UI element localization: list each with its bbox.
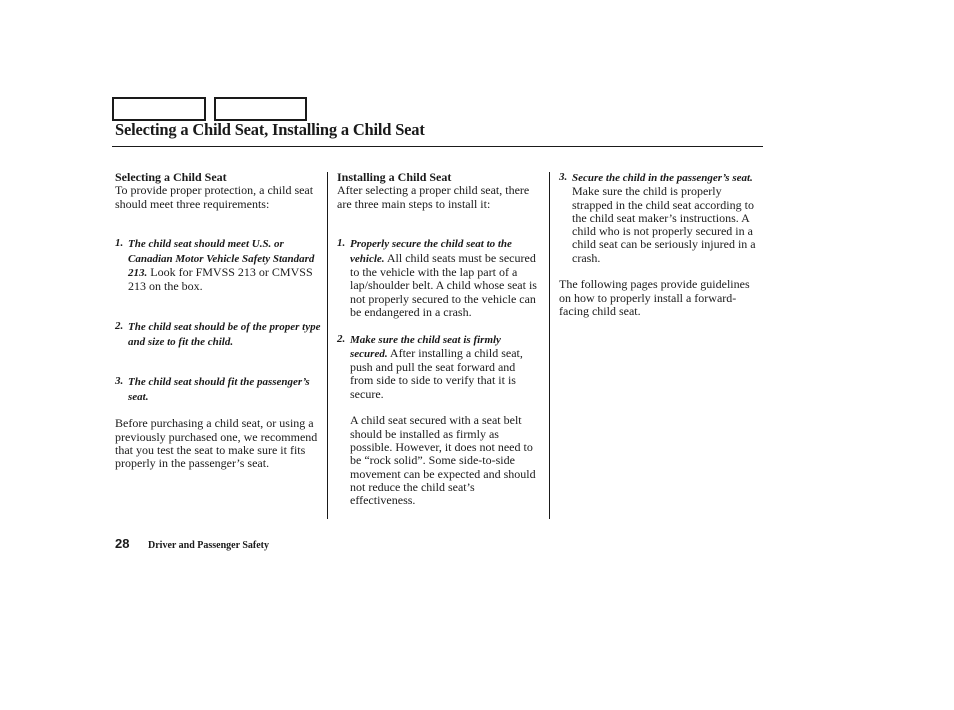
item-text: After installing a child seat, push and pull the seat forward and from side to side to verify that it is secure. — [350, 345, 523, 401]
item-lead: The child seat should meet U.S. or Canadian Motor Vehicle Safety Standard 213. — [128, 238, 315, 280]
item-number: 3. — [559, 171, 568, 183]
section-name: Driver and Passenger Safety — [148, 540, 270, 551]
item-lead: The child seat should be of the proper type and size to fit the child. — [128, 321, 321, 348]
title-divider — [112, 146, 763, 147]
item-lead: Properly secure the child seat to the vehicle. — [350, 238, 512, 265]
page-title: Selecting a Child Seat, Installing a Child Seat — [115, 120, 425, 139]
step-note: A child seat secured with a seat belt should be installed as firmly as possible. However, it does not need to be “rock solid”. Some side-to-side movement can be expected and should not reduce the child seat’s effectiveness. — [350, 413, 536, 508]
requirement-item — [115, 320, 321, 349]
item-text: All child seats must be secured to the vehicle with the lap part of a lap/shoulder belt. A child whose seat is not properly secured to the vehicle can be endangered in a crash. — [350, 250, 537, 319]
column-continued — [559, 171, 764, 318]
header-tab-box — [112, 97, 206, 121]
intro-paragraph: To provide proper protection, a child seat should meet three requirements: — [115, 183, 314, 211]
item-lead: Secure the child in the passenger’s seat. — [572, 172, 753, 184]
section-heading: Installing a Child Seat — [337, 170, 452, 184]
closing-paragraph: The following pages provide guidelines on how to properly install a forward-facing child seat. — [559, 277, 750, 318]
column-installing — [337, 171, 541, 507]
requirement-item — [115, 375, 321, 404]
section-heading: Selecting a Child Seat — [115, 170, 227, 184]
page-number: 28 — [115, 536, 130, 551]
column-divider — [327, 172, 328, 519]
item-number: 3. — [115, 375, 124, 388]
intro-paragraph: After selecting a proper child seat, there are three main steps to install it: — [337, 183, 530, 211]
item-text: Make sure the child is properly strapped in the child seat according to the child seat maker’s instructions. A child who is not properly secured in a child seat can be seriously injured in a crash. — [572, 184, 756, 265]
column-divider — [549, 172, 550, 519]
item-text: Look for FMVSS 213 or CMVSS 213 on the box. — [128, 265, 313, 294]
item-lead: The child seat should fit the passenger’s seat. — [128, 376, 310, 403]
step-item — [337, 333, 541, 401]
item-lead: Make sure the child seat is firmly secured. — [350, 333, 501, 360]
closing-paragraph: Before purchasing a child seat, or using a previously purchased one, we recommend that you test the seat to make sure it fits properly in the passenger’s seat. — [115, 416, 318, 471]
step-item — [559, 171, 764, 265]
step-item — [337, 237, 541, 319]
requirement-item — [115, 237, 321, 293]
item-number: 2. — [115, 320, 124, 333]
column-selecting — [115, 171, 321, 471]
item-number: 1. — [115, 237, 124, 250]
item-number: 2. — [337, 332, 346, 345]
item-number: 1. — [337, 237, 346, 250]
header-tab-box — [214, 97, 307, 121]
